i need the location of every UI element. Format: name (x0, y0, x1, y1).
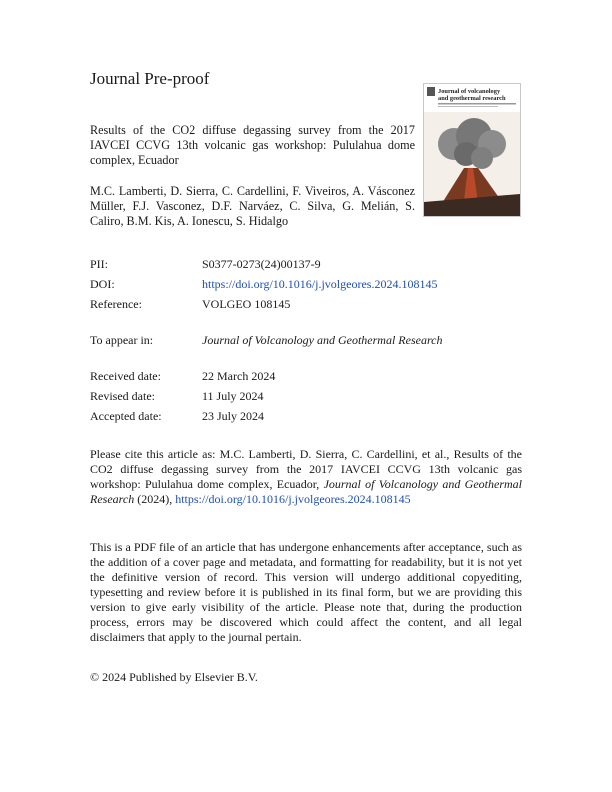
article-title: Results of the CO2 diffuse degassing survey from the 2017 IAVCEI CCVG 13th volcanic gas workshop: Pululahua dome complex, Ecuador (90, 123, 415, 167)
meta-label: Reference: (90, 297, 142, 311)
journal-cover-image (423, 83, 521, 217)
meta-row-to-appear-in (90, 333, 443, 348)
meta-row-accepted-date (90, 409, 264, 424)
meta-label: Received date: (90, 369, 161, 383)
meta-label: To appear in: (90, 333, 154, 347)
meta-row-received-date (90, 369, 275, 384)
citation-journal: Journal of Volcanology and Geothermal Research (90, 477, 523, 506)
meta-label: PII: (90, 257, 108, 271)
cover-illustration (424, 84, 520, 216)
meta-value: S0377-0273(24)00137-9 (202, 257, 321, 271)
notice-paragraph: This is a PDF file of an article that has undergone enhancements after acceptance, such as the addition of a cover page and metadata, and formatting for readability, but it is not yet the definitive version of record. This version will undergo additional copyediting, typesetting and review before it is published in its final form, but we are providing this version to give early visibility of the article. Please note that, during the production process, errors may be discovered which could affect the content, and all legal disclaimers that apply to the journal pertain. (90, 540, 522, 644)
meta-value: 11 July 2024 (202, 389, 264, 403)
meta-value: 22 March 2024 (202, 369, 276, 383)
elsevier-logo-icon (427, 87, 435, 96)
meta-row-doi (90, 277, 437, 292)
meta-value: 23 July 2024 (202, 409, 265, 423)
meta-label: DOI: (90, 277, 115, 291)
meta-row-pii (90, 257, 321, 272)
article-authors: M.C. Lamberti, D. Sierra, C. Cardellini, F. Viveiros, A. Vásconez Müller, F.J. Vasconez, D.F. Narváez, C. Silva, G. Melián, S. Caliro, B.M. Kis, A. Ionescu, S. Hidalgo (90, 184, 415, 228)
cover-journal-name-line2: and geothermal research (438, 95, 506, 102)
meta-value: Journal of Volcanology and Geothermal Research (202, 333, 443, 347)
cover-journal-name-line1: Journal of volcanology (438, 88, 501, 95)
citation-doi-link[interactable]: https://doi.org/10.1016/j.jvolgeores.2024.108145 (175, 492, 411, 506)
meta-value: VOLGEO 108145 (202, 297, 291, 311)
page-header-title: Journal Pre-proof (90, 69, 210, 88)
meta-label: Revised date: (90, 389, 155, 403)
doi-link[interactable]: https://doi.org/10.1016/j.jvolgeores.2024.108145 (202, 277, 438, 291)
citation-paragraph (90, 447, 522, 507)
citation-year: (2024), (134, 492, 176, 506)
meta-row-reference (90, 297, 290, 312)
meta-row-revised-date (90, 389, 264, 404)
copyright-notice: © 2024 Published by Elsevier B.V. (90, 670, 258, 684)
citation-prefix: Please cite this article as: M.C. Lamberti, D. Sierra, C. Cardellini, et al., Results of the CO2 diffuse degassing survey from the 2017 IAVCEI CCVG 13th volcanic gas workshop: Pululahua dome complex, Ecuador, (90, 447, 522, 491)
meta-label: Accepted date: (90, 409, 162, 423)
